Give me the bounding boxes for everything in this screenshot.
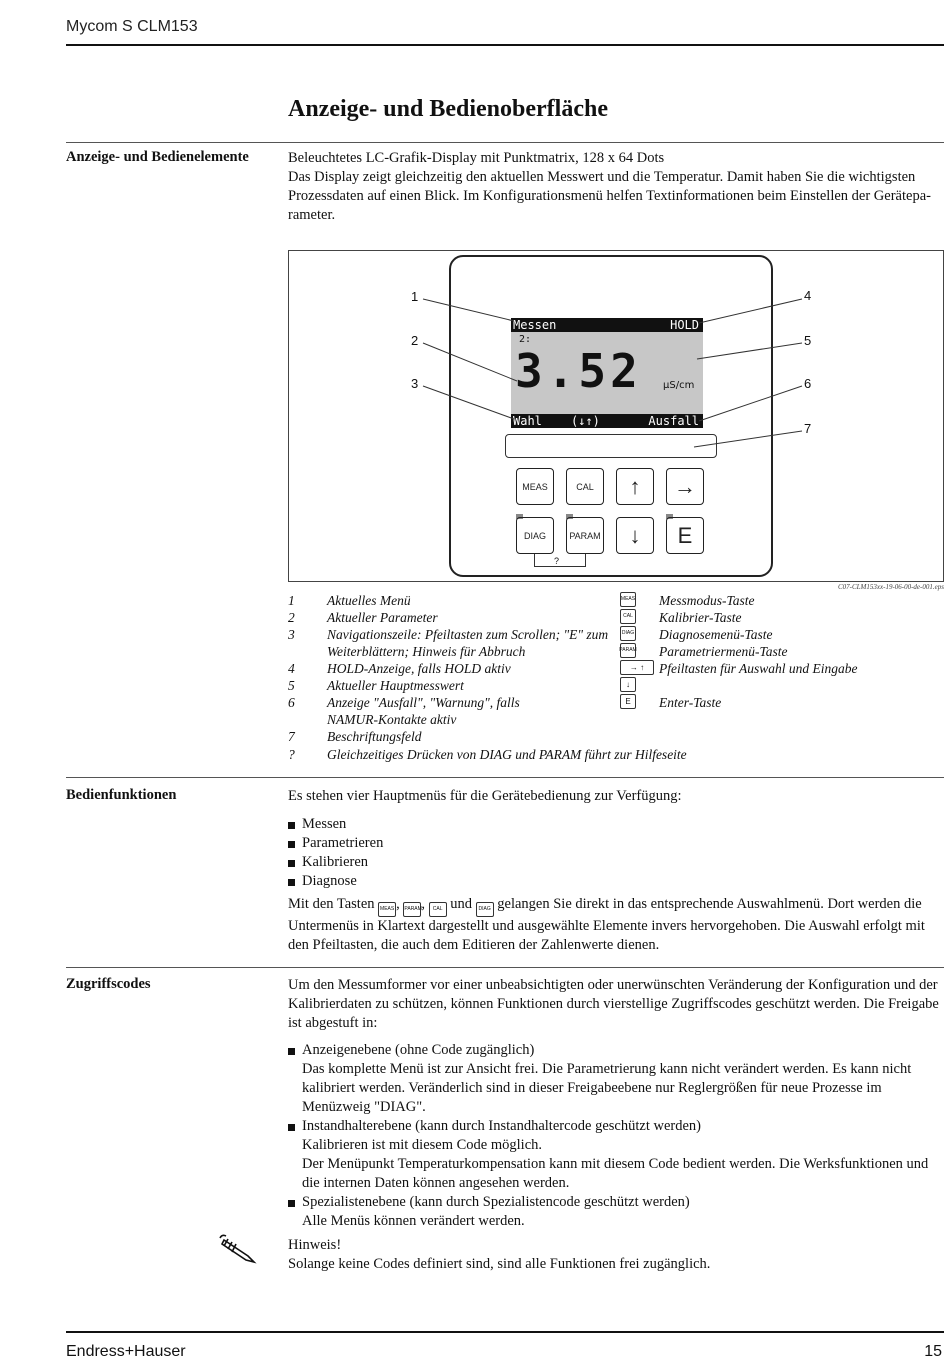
zugriff-text [288,976,944,1231]
legend-text: Weiterblättern; Hinweis für Abbruch [327,644,526,659]
zugriff-label: Zugriffscodes [66,976,151,992]
diag-key-icon: DIAG [620,626,636,641]
section-rule [66,777,944,778]
lcd-parameter: 2: [519,334,532,345]
display-description: Das Display zeigt gleichzeitig den aktuellen Messwert und die Temperatur. Damit haben Sie die wichtigsten Prozessdaten auf einen Blick. Im Konfigurationsmenü helfen Textinformationen beim Einstellen der Gerätepa-rameter. [288,169,931,223]
legend-text: NAMUR-Kontakte aktiv [327,712,457,727]
enter-key-icon: E [620,694,636,709]
level-text: Das komplette Menü ist zur Ansicht frei. Die Parametrierung kann nicht verändert werden. Es kann nicht kalibriert werden. Veränderlich sind in dieser Freigabeebene nur Reglergrößen für neue Prozesse im Menüzweig "DIAG". [302,1061,912,1115]
meas-key-icon: MEAS [378,902,396,917]
legend-key-text: Kalibrier-Taste [659,610,742,625]
callout-1: 1 [411,289,419,304]
display-section-text [288,149,944,225]
enter-key[interactable]: E [666,517,704,554]
level-title: Spezialistenebene (kann durch Spezialistencode geschützt werden) [302,1194,690,1210]
legend-num: 2 [288,610,295,625]
list-item: Diagnose [288,872,944,891]
legend-text: Anzeige "Ausfall", "Warnung", falls [327,695,520,710]
section-title: Anzeige- und Bedienoberfläche [288,96,608,122]
lcd-main-value: 3.52 [515,344,642,398]
level-text: Der Menüpunkt Temperaturkompensation kann mit diesem Code bedient werden. Die Werksfunktionen und die internen Daten können angesehen werden. [302,1156,929,1191]
lcd-unit: µS/cm [663,380,695,391]
footer-rule [66,1331,944,1333]
callout-5: 5 [804,333,812,348]
bedien-label: Bedienfunktionen [66,787,177,803]
lcd-ausfall: Ausfall [648,414,699,428]
diag-key-icon: DIAG [476,902,494,917]
bedien-description [288,895,944,955]
bedien-text-b: gelangen Sie direkt in das entsprechende Auswahlmenü. Dort werden die Untermenüs in Klartext dargestellt und ausgewählte Elemente invers hervorgehoben. Die Auswahl erfolgt mit den Pfeiltasten, die auch dem Editieren der Zahlenwerte dienen. [288,896,925,953]
bedien-text [288,787,944,955]
section-rule [66,142,944,143]
legend-num: 3 [288,627,295,642]
access-level-list [288,1041,944,1231]
level-text: Alle Menüs können verändert werden. [302,1213,525,1229]
note-block [288,1236,944,1274]
legend-text: Beschriftungsfeld [327,729,422,744]
lcd-menu-name: Messen [513,318,557,332]
legend-key-text: Messmodus-Taste [659,593,755,608]
list-item: Kalibrieren [288,853,944,872]
lcd-nav-arrows: (↓↑) [571,414,600,428]
arrow-keys-icon: → ↑ [620,660,654,675]
callout-3: 3 [411,376,419,391]
list-item: Messen [288,815,944,834]
list-item: Parametrieren [288,834,944,853]
legend-text: Aktuelles Menü [327,593,411,608]
legend-key-text: Enter-Taste [659,695,722,710]
device-figure [288,250,944,582]
down-arrow-key-icon: ↓ [620,677,636,692]
level-title: Anzeigenebene (ohne Code zugänglich) [302,1042,535,1058]
list-item [288,1117,944,1193]
help-symbol: ? [554,556,560,566]
down-arrow-key[interactable]: ↓ [616,517,654,554]
callout-lines [289,251,943,581]
legend-key-text: Parametriermenü-Taste [659,644,788,659]
legend-num: 6 [288,695,295,710]
cal-key[interactable]: CAL [566,468,604,505]
und-text: und [450,896,473,912]
legend-key-text: Diagnosemenü-Taste [659,627,773,642]
diag-key[interactable]: DIAG [516,517,554,554]
main-menu-list [288,815,944,891]
param-key-icon: PARAM [403,902,421,917]
up-arrow-key[interactable]: ↑ [616,468,654,505]
callout-6: 6 [804,376,812,391]
level-title: Instandhalterebene (kann durch Instandhaltercode geschützt werden) [302,1118,701,1134]
section-rule [66,967,944,968]
cal-key-icon: CAL [429,902,447,917]
cal-key-icon: CAL [620,609,636,624]
running-header: Mycom S CLM153 [66,18,198,35]
lcd-wahl: Wahl [513,414,542,428]
note-title: Hinweis! [288,1237,342,1253]
page-number: 15 [924,1343,942,1360]
legend-text: Aktueller Hauptmesswert [327,678,464,693]
right-arrow-key[interactable]: → [666,468,704,505]
zugriff-intro: Um den Messumformer vor einer unbeabsichtigten oder unerwünschten Veränderung der Konfiguration und der Kalibrierdaten zu schützen, können Funktionen durch vierstellige Zugriffscodes geschützt werden. Die Freigabe ist abgestuft in: [288,977,939,1031]
level-text: Kalibrieren ist mit diesem Code möglich. [302,1137,543,1153]
display-section-label: Anzeige- und Bedienelemente [66,149,249,165]
separator: , [396,896,400,912]
legend-text: HOLD-Anzeige, falls HOLD aktiv [327,661,511,676]
list-item [288,1041,944,1117]
param-key[interactable]: PARAM [566,517,604,554]
figure-id: C07-CLM153xx-19-06-00-de-001.eps [838,583,944,591]
legend-num: ? [288,747,295,762]
legend-num: 7 [288,729,295,744]
callout-4: 4 [804,288,812,303]
legend-num: 4 [288,661,295,676]
bedien-text-a: Mit den Tasten [288,896,375,912]
pencil-note-icon [218,1232,260,1266]
callout-7: 7 [804,421,812,436]
meas-key-icon: MEAS [620,592,636,607]
legend-num: 1 [288,593,295,608]
display-spec: Beleuchtetes LC-Grafik-Display mit Punktmatrix, 128 x 64 Dots [288,150,665,166]
meas-key[interactable]: MEAS [516,468,554,505]
legend-text: Gleichzeitiges Drücken von DIAG und PARAM führt zur Hilfeseite [327,747,687,762]
legend-key-text: Pfeiltasten für Auswahl und Eingabe [659,661,858,676]
header-rule [66,44,944,46]
legend-text: Navigationszeile: Pfeiltasten zum Scrollen; "E" zum [327,627,609,642]
note-text: Solange keine Codes definiert sind, sind alle Funktionen frei zugänglich. [288,1256,711,1272]
list-item [288,1193,944,1231]
bedien-intro: Es stehen vier Hauptmenüs für die Gerätebedienung zur Verfügung: [288,788,682,804]
footer-brand: Endress+Hauser [66,1343,186,1360]
lcd-hold: HOLD [670,318,699,332]
param-key-icon: PARAM [620,643,636,658]
callout-2: 2 [411,333,419,348]
legend-text: Aktueller Parameter [327,610,438,625]
separator: , [421,896,426,912]
legend-num: 5 [288,678,295,693]
